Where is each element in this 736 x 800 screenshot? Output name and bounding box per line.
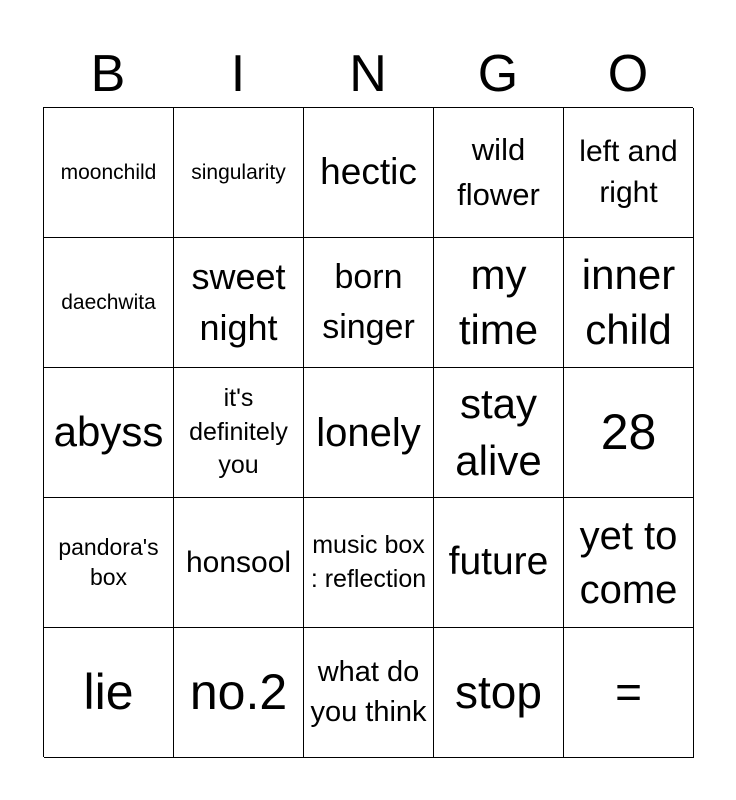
cell-label: inner child [581,250,676,353]
cell-label: left and right [579,135,678,209]
bingo-board [43,107,693,757]
cell-label: hectic [320,151,417,193]
bingo-cell[interactable] [564,238,694,368]
cell-label: lonely [316,410,421,455]
bingo-cell[interactable] [44,628,174,758]
bingo-cell[interactable] [564,498,694,628]
bingo-header [43,40,693,108]
bingo-cell[interactable] [44,498,174,628]
cell-label: sweet night [191,256,286,348]
cell-label: pandora's box [58,533,159,590]
bingo-cell[interactable] [434,238,564,368]
cell-label: wild flower [457,131,540,212]
bingo-cell[interactable] [304,628,434,758]
header-letter-g: G [477,45,519,103]
cell-label: born singer [322,258,415,346]
cell-label: no.2 [189,664,288,720]
cell-label: singularity [191,160,286,184]
header-letter-b: B [90,45,126,103]
bingo-cell[interactable] [174,368,304,498]
bingo-cell[interactable] [564,368,694,498]
bingo-cell[interactable] [434,498,564,628]
bingo-cell[interactable] [174,238,304,368]
bingo-cell[interactable] [434,108,564,238]
cell-label: music box : reflection [310,530,427,593]
bingo-cell[interactable] [44,238,174,368]
bingo-cell[interactable] [434,628,564,758]
bingo-cell[interactable] [564,108,694,238]
cell-label: abyss [53,408,164,456]
cell-label: 28 [600,404,657,460]
header-letter-o: O [607,45,649,103]
cell-label: future [448,540,549,584]
bingo-cell[interactable] [434,368,564,498]
header-letter-n: N [349,45,387,103]
cell-label: yet to come [579,513,678,612]
bingo-cell[interactable] [304,368,434,498]
cell-label: what do you think [310,656,427,728]
bingo-cell[interactable] [304,108,434,238]
cell-label: stay alive [455,379,542,484]
bingo-cell[interactable] [174,498,304,628]
cell-label: honsool [185,545,292,579]
bingo-cell[interactable] [304,498,434,628]
cell-label: it's definitely you [189,383,288,480]
cell-label: moonchild [60,160,157,184]
bingo-cell[interactable] [174,108,304,238]
bingo-cell[interactable] [174,628,304,758]
bingo-cell[interactable] [44,368,174,498]
cell-label: my time [458,250,539,353]
header-letter-i: I [230,45,246,103]
bingo-cell[interactable] [564,628,694,758]
cell-label: stop [455,666,542,719]
bingo-cell[interactable] [44,108,174,238]
cell-label: = [615,666,642,719]
bingo-cell[interactable] [304,238,434,368]
cell-label: lie [83,664,134,720]
cell-label: daechwita [61,290,156,314]
